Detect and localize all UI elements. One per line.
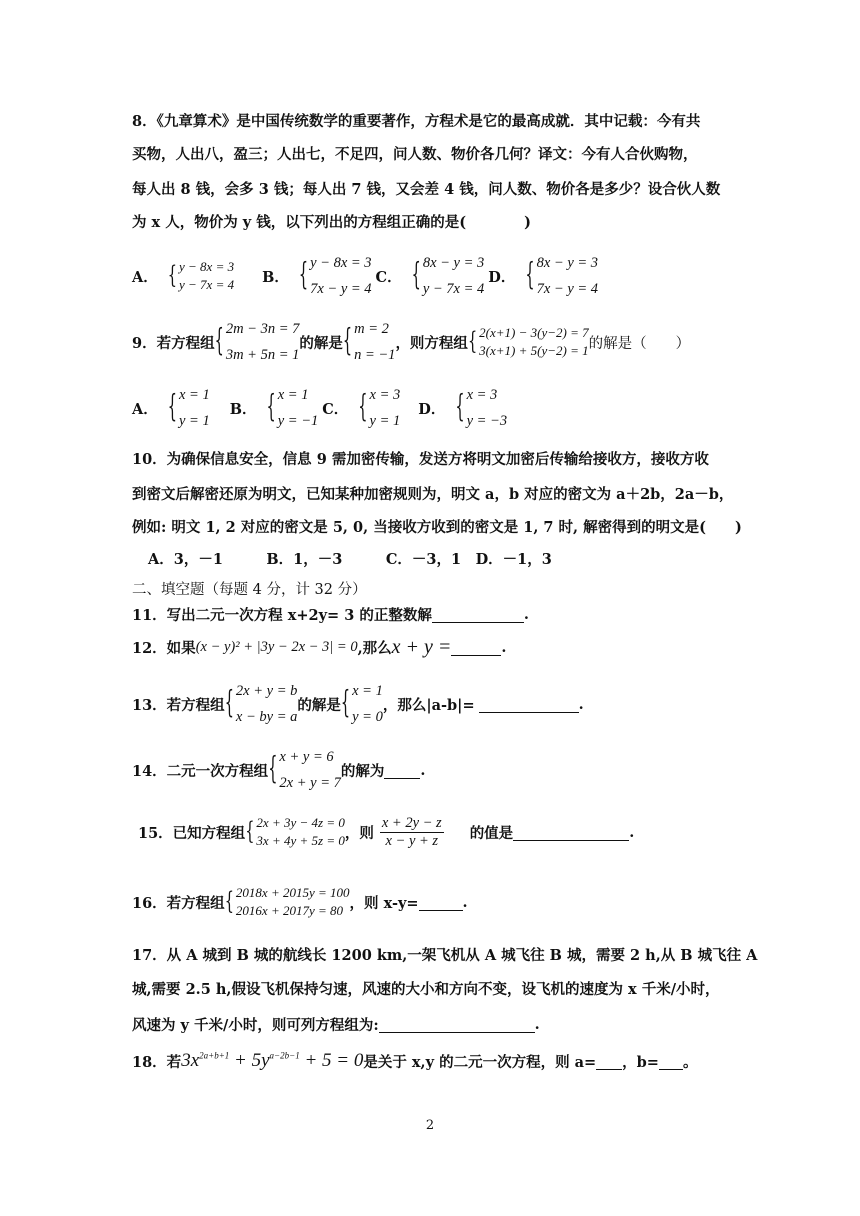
q10-options: A．3，－1 B．1，－3 C．－3，1 D．－1，3 (148, 551, 552, 568)
q17-line3: 风速为 y 千米/小时，则可列方程组为: . (132, 1016, 540, 1034)
answer-blank (596, 1053, 622, 1070)
q8-line2: 买物，人出八，盈三；人出七，不足四，问人数、物价各几何？译文：今有人合伙购物， (132, 146, 698, 163)
q9-option-d: D． { x = 3 y = −3 (418, 382, 507, 434)
equation-system: { 2(x+1) − 3(y−2) = 7 3(x+1) + 5(y−2) = 1 (467, 325, 589, 358)
answer-blank (384, 762, 420, 779)
equation-system: { x = 1 y = 0 (340, 683, 383, 725)
q10-line1: 10．为确保信息安全，信息 9 需加密传输，发送方将明文加密后传输给接收方，接收方收 (132, 451, 709, 468)
q9-options (132, 382, 511, 434)
q15: 15．已知方程组 { 2x + 3y − 4z = 0 3x + 4y + 5z = 0 ，则 $\frac{x + 2y - z}{x - y + z}$ 的值是 . (138, 814, 635, 849)
answer-blank (659, 1053, 683, 1070)
equation-system: { x = 1 y = −1 (266, 387, 319, 429)
answer-blank (379, 1016, 535, 1033)
q9-stem: 9．若方程组 { 2m − 3n = 7 3m + 5n = 1 的解是 { m = 2 n = −1 ，则方程组 { 2(x+1) − 3(y−2) = 7 3(x+1) + 5(y−2) = 1 的解是（ ） (132, 316, 690, 368)
q8-line1: 8．《九章算术》是中国传统数学的重要著作，方程术是它的最高成就．其中记载：今有共 (132, 113, 701, 130)
equation-system: { 2x + y = b x − by = a (224, 683, 298, 725)
q9-option-b: B． { x = 1 y = −1 (230, 382, 319, 434)
q17-line1: 17．从 A 城到 B 城的航线长 1200 km,一架飞机从 A 城飞往 B 城，需要 2 h,从 B 城飞往 A (132, 947, 758, 964)
q10-line3: 例如: 明文 1, 2 对应的密文是 5, 0, 当接收方收到的密文是 1, 7 时, 解密得到的明文是( ) (132, 519, 742, 536)
equation-system: { x = 3 y = −3 (455, 387, 508, 429)
q11: 11．写出二元一次方程 x+2y= 3 的正整数解 . (132, 606, 529, 624)
q9-option-a: A． { x = 1 y = 1 (132, 382, 210, 434)
q9-option-c: C． { x = 3 y = 1 (322, 382, 400, 434)
q8-line4: 为 x 人，物价为 y 钱，以下列出的方程组正确的是( ) (132, 214, 531, 231)
equation-system: { 2018x + 2015y = 100 2016x + 2017y = 80 (224, 885, 350, 918)
answer-blank (451, 639, 501, 656)
equation-system: { y − 8x = 3 7x − y = 4 (298, 255, 372, 297)
q16: 16．若方程组 { 2018x + 2015y = 100 2016x + 2017y = 80 ，则 x-y= . (132, 885, 468, 918)
answer-blank (432, 606, 524, 623)
q8-option-c: C． { 8x − y = 3 y − 7x = 4 (376, 250, 485, 302)
equation-system: { y − 8x = 3 y − 7x = 4 (167, 259, 235, 292)
equation-system: { 2x + 3y − 4z = 0 3x + 4y + 5z = 0 (245, 815, 345, 848)
answer-blank (513, 824, 629, 841)
equation-system: { x + y = 6 2x + y = 7 (268, 749, 341, 791)
q13: 13．若方程组 { 2x + y = b x − by = a 的解是 { x = 1 y = 0 ，那么|a-b|= . (132, 678, 584, 730)
q8-options (132, 250, 602, 302)
section-header: 二、填空题（每题 4 分，计 32 分） (132, 582, 367, 598)
q8-line3: 每人出 8 钱，会多 3 钱；每人出 7 钱，又会差 4 钱，问人数、物价各是多少？设合伙人数 (132, 181, 721, 198)
q18: 18．若 $3x^{2a+b+1} + 5y^{a-2b-1} + 5 = 0$ 是关于 x,y 的二元一次方程，则 a= ，b= 。 (132, 1050, 698, 1071)
q8-option-a: A． { y − 8x = 3 y − 7x = 4 (132, 259, 235, 292)
equation-system: { 2m − 3n = 7 3m + 5n = 1 (214, 321, 300, 363)
fraction: $\frac{x + 2y - z}{x - y + z}$ (381, 814, 442, 849)
q8-option-d: D． { 8x − y = 3 7x − y = 4 (488, 250, 598, 302)
q17-line2: 城,需要 2.5 h,假设飞机保持匀速，风速的大小和方向不变，设飞机的速度为 x 千米/小时， (132, 981, 720, 998)
equation-system: { x = 3 y = 1 (358, 387, 401, 429)
equation-system: { x = 1 y = 1 (167, 387, 210, 429)
equation-system: { m = 2 n = −1 (342, 321, 396, 363)
q14: 14．二元一次方程组 { x + y = 6 2x + y = 7 的解为 . (132, 744, 425, 796)
answer-blank (479, 696, 579, 713)
answer-blank (419, 894, 463, 911)
equation-system: { 8x − y = 3 7x − y = 4 (525, 255, 599, 297)
equation: $3x^{2a+b+1} + 5y^{a-2b-1} + 5 = 0$ (181, 1050, 364, 1071)
equation-system: { 8x − y = 3 y − 7x = 4 (411, 255, 485, 297)
q12: 12．如果 (x − y)² + |3y − 2x − 3| = 0 ,那么 x + y = . (132, 636, 507, 658)
page-number: 2 (425, 1118, 435, 1133)
q10-line2: 到密文后解密还原为明文，已知某种加密规则为，明文 a，b 对应的密文为 a＋2b，2a－b， (132, 486, 734, 503)
q8-option-b: B． { y − 8x = 3 7x − y = 4 (262, 250, 371, 302)
